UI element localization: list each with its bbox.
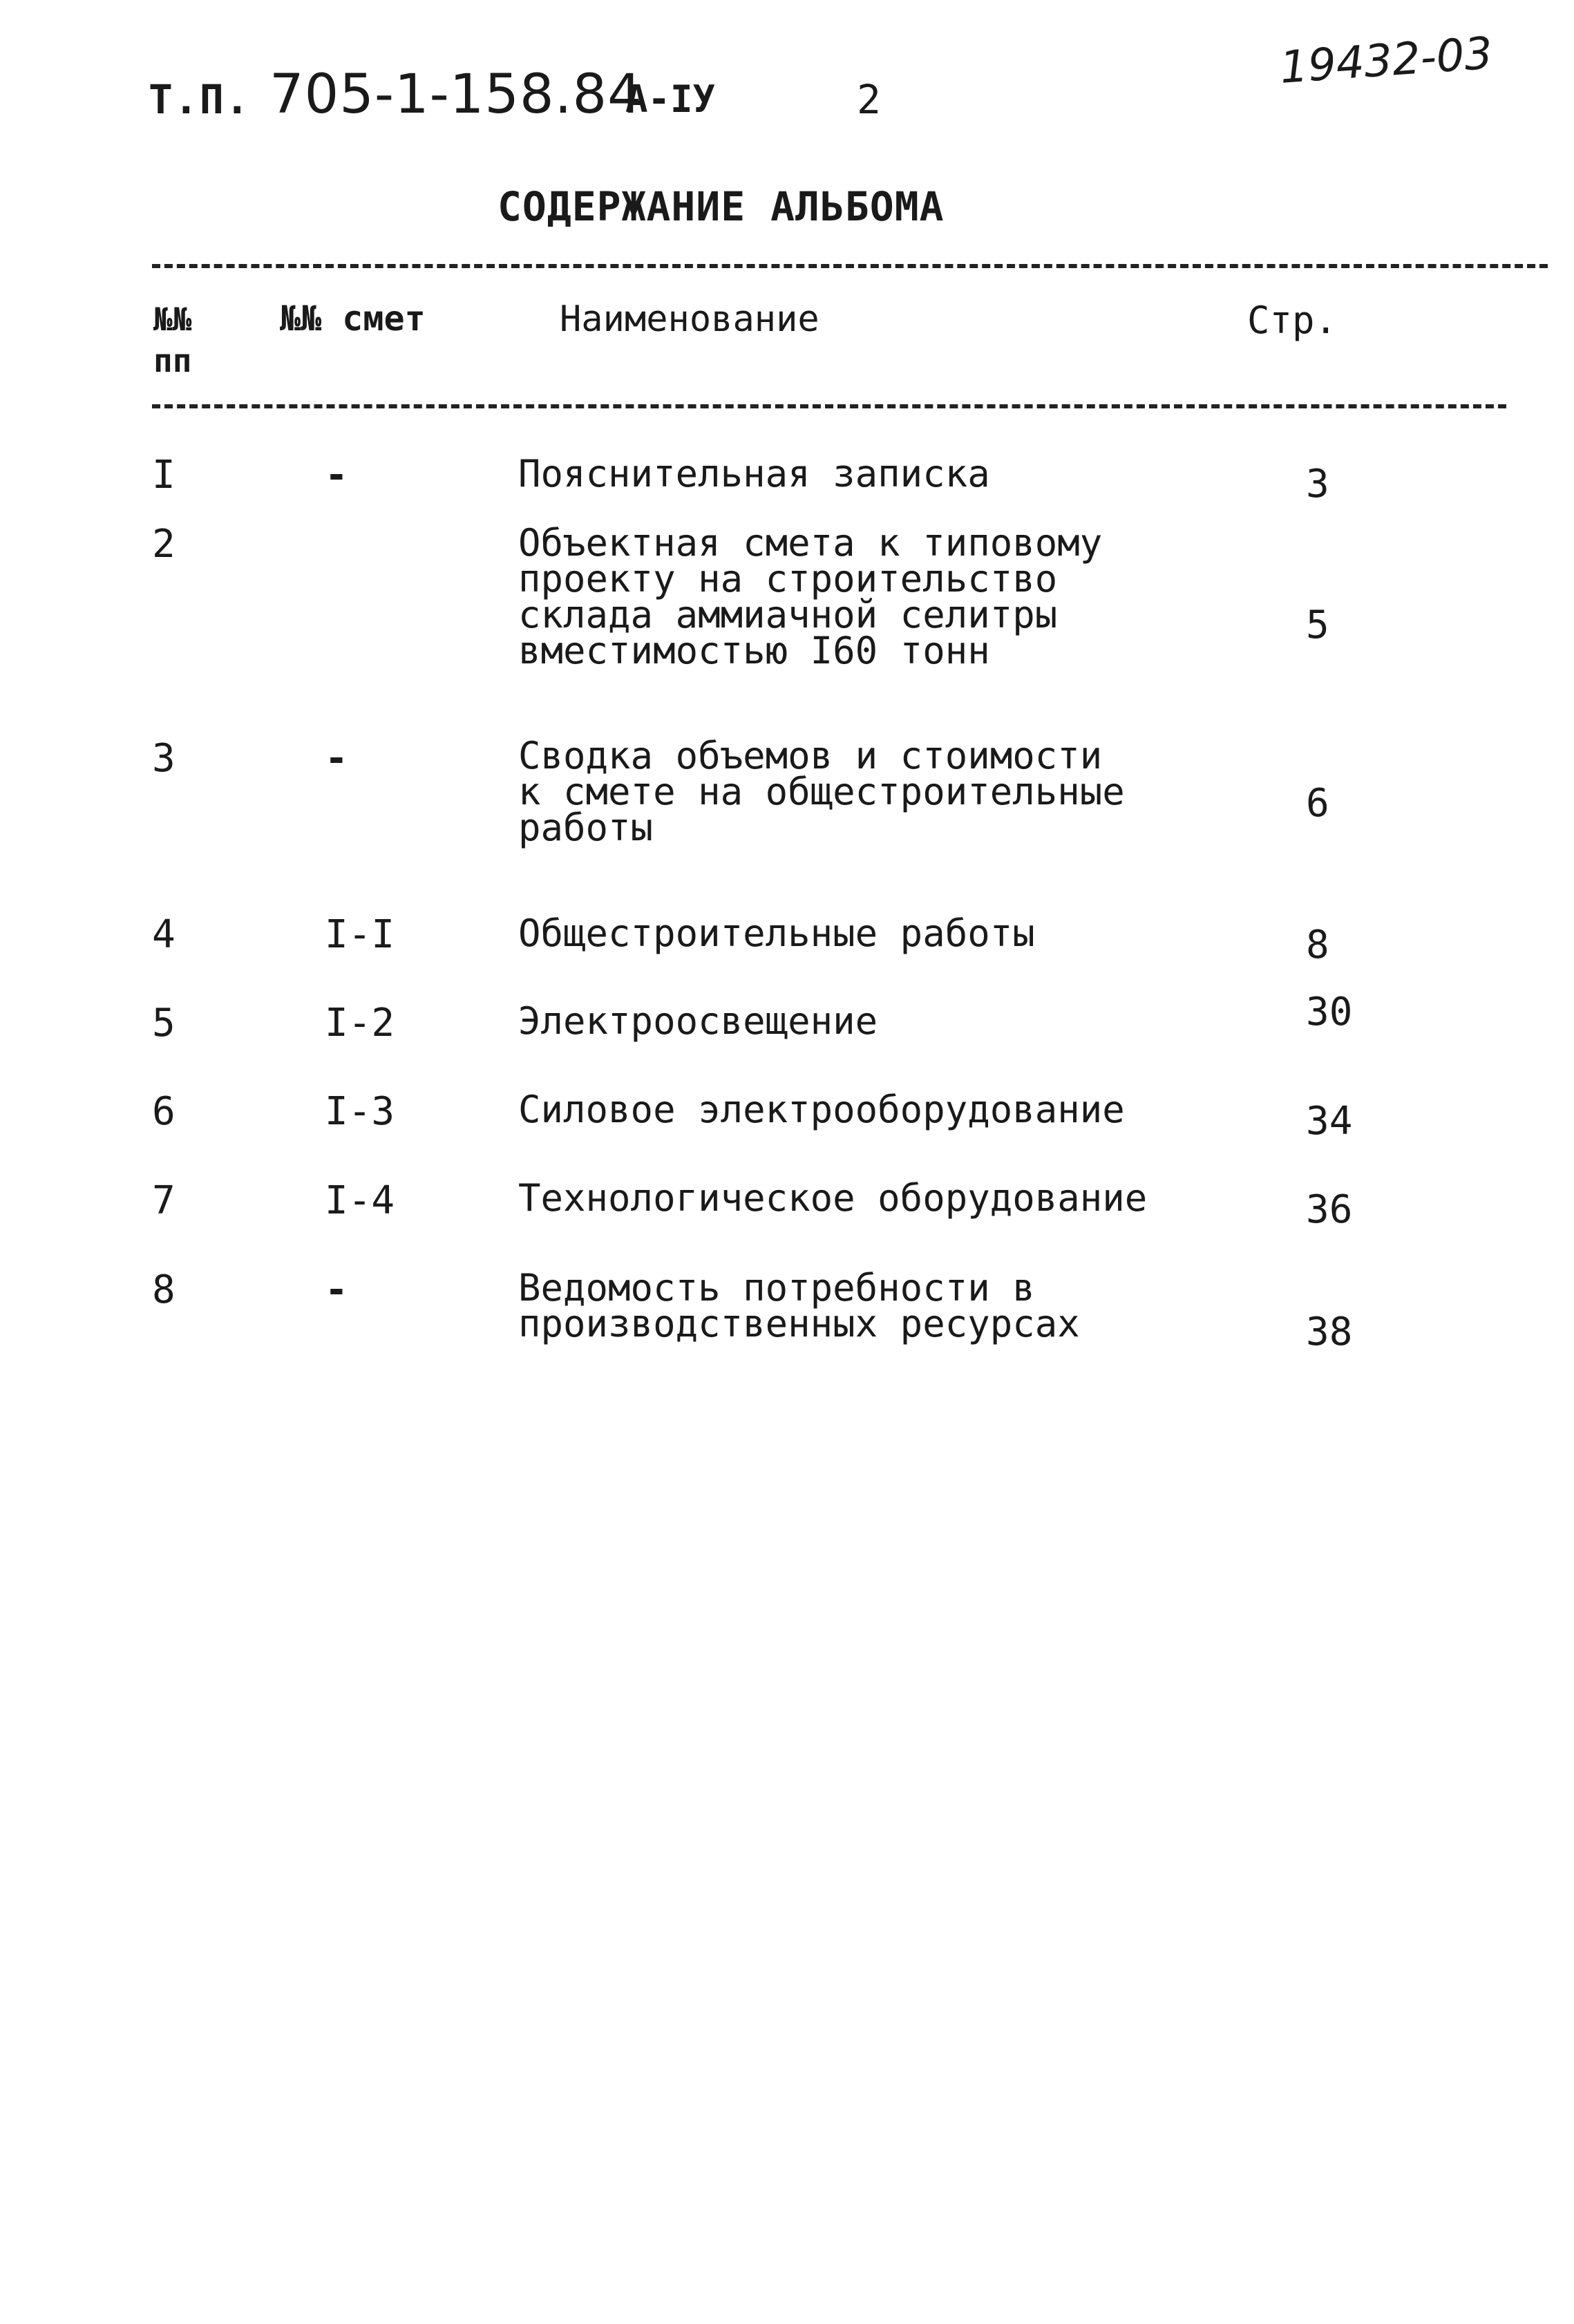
column-header-number: №№ пп (153, 301, 192, 379)
row-name-line: Ведомость потребности в (518, 1266, 1035, 1310)
row-name (518, 521, 1182, 672)
row-name-line: Силовое электрооборудование (518, 1088, 1125, 1131)
row-name (518, 734, 1182, 849)
page-number: 2 (857, 76, 881, 123)
row-name-line: Общестроительные работы (518, 911, 1035, 955)
handwritten-code: 19432-03 (1278, 28, 1495, 94)
row-estimate: I-3 (325, 1089, 395, 1134)
row-name-line: вместимостью I60 тонн (518, 629, 990, 672)
row-estimate: - (325, 1267, 348, 1312)
row-name (518, 1088, 1182, 1131)
row-name-line: производственных ресурсах (518, 1302, 1080, 1345)
row-name (518, 999, 1182, 1043)
row-estimate: - (325, 736, 348, 781)
row-name-line: Электроосвещение (518, 999, 878, 1043)
row-name-line: к смете на общестроительные (518, 770, 1125, 813)
row-name-line: склада аммиачной селитры (518, 593, 1058, 636)
row-page: 34 (1306, 1099, 1353, 1144)
row-number: I (152, 453, 176, 498)
row-name-line: Сводка объемов и стоимости (518, 734, 1103, 777)
row-estimate: I-2 (325, 1001, 395, 1046)
column-header-page: Стр. (1247, 299, 1338, 342)
row-estimate: I-I (325, 912, 395, 957)
row-page: 30 (1306, 990, 1353, 1035)
column-header-estimate: №№ смет (280, 299, 426, 339)
row-name-line: работы (518, 806, 654, 849)
row-name (518, 911, 1182, 955)
row-name (518, 1266, 1182, 1345)
row-name-line: проекту на строительство (518, 557, 1058, 601)
row-name (518, 452, 1182, 495)
row-number: 8 (152, 1267, 176, 1312)
column-header-name: Наименование (560, 299, 819, 340)
row-estimate: I-4 (325, 1178, 395, 1223)
project-number: 705-1-158.84 (269, 64, 643, 126)
row-number: 7 (152, 1178, 176, 1223)
header-divider-bottom (152, 404, 1506, 408)
row-page: 5 (1306, 603, 1329, 648)
row-page: 6 (1306, 781, 1329, 826)
row-estimate: - (325, 453, 348, 498)
row-page: 36 (1306, 1187, 1353, 1232)
row-name-line: Пояснительная записка (518, 452, 990, 495)
header-prefix: Т.П. (149, 76, 251, 123)
row-number: 5 (152, 1001, 176, 1046)
row-number: 6 (152, 1089, 176, 1134)
row-page: 38 (1306, 1310, 1353, 1354)
row-name (518, 1176, 1182, 1220)
row-page: 8 (1306, 923, 1329, 967)
row-number: 3 (152, 736, 176, 781)
row-name-line: Технологическое оборудование (518, 1176, 1148, 1220)
album-part: А-IУ (625, 77, 716, 121)
row-page: 3 (1306, 462, 1329, 507)
row-number: 2 (152, 522, 176, 567)
row-number: 4 (152, 912, 176, 957)
header-divider-top (152, 264, 1548, 268)
document-title: СОДЕРЖАНИЕ АЛЬБОМА (497, 183, 945, 230)
row-name-line: Объектная смета к типовому (518, 521, 1103, 565)
